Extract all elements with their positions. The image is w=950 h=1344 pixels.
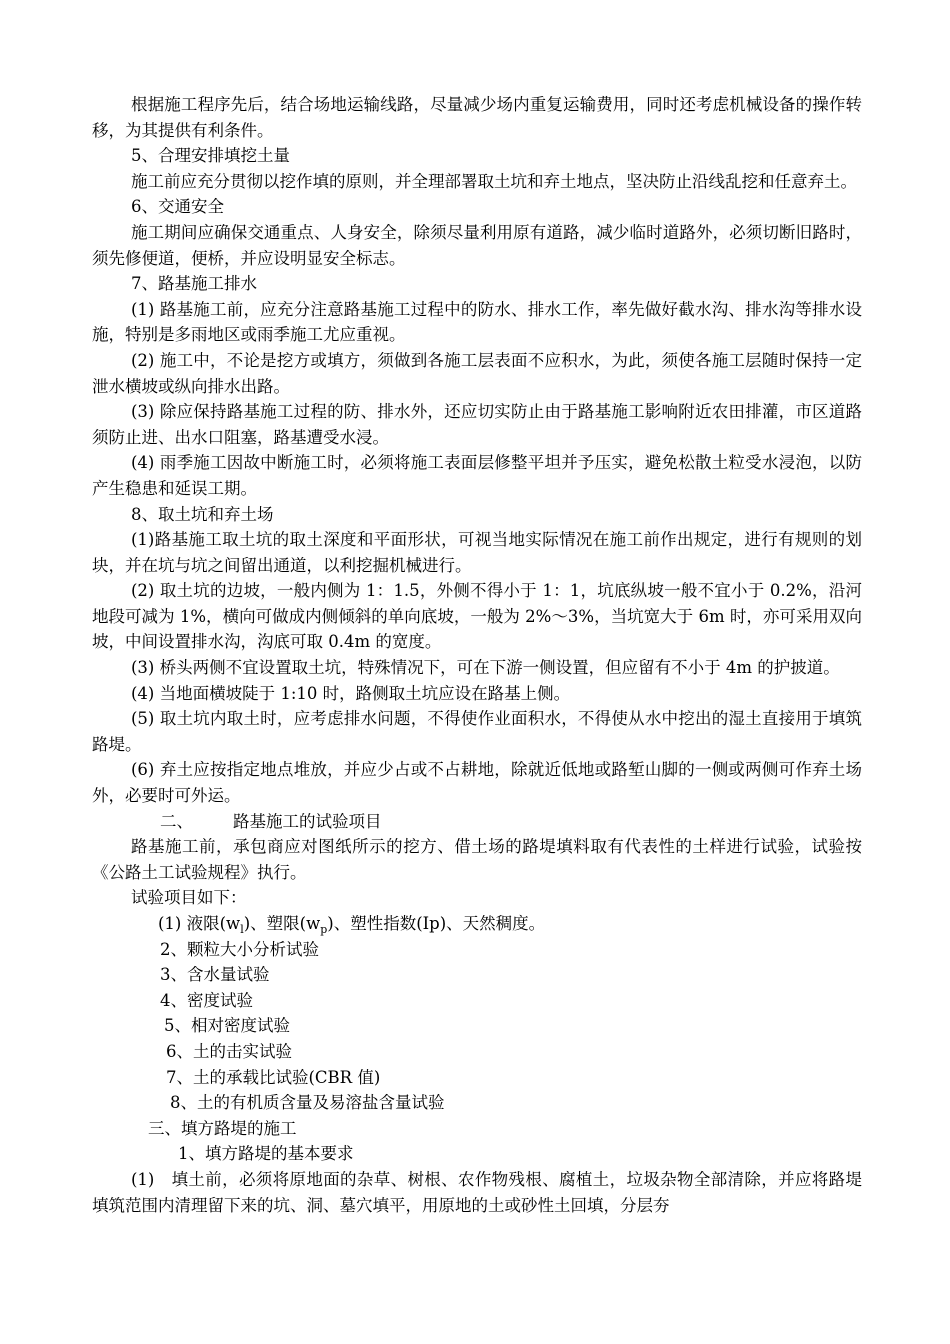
test-item: 5、相对密度试验 (164, 1016, 290, 1036)
test-item: 2、颗粒大小分析试验 (160, 939, 319, 959)
paragraph: (1) 路基施工前，应充分注意路基施工过程中的防水、排水工作，率先做好截水沟、排水沟等排水设施，特别是多雨地区或雨季施工尤应重视。 (92, 299, 862, 345)
section-number: 二、 (160, 811, 193, 831)
paragraph: (2) 施工中，不论是挖方或填方，须做到各施工层表面不应积水，为此，须使各施工层随时保持一定泄水横坡或纵向排水出路。 (92, 350, 862, 396)
paragraph: (5) 取土坑内取土时，应考虑排水问题，不得使作业面积水，不得使从水中挖出的湿土直接用于填筑路堤。 (92, 709, 862, 754)
document-page (92, 92, 862, 1218)
paragraph: (6) 弃土应按指定地点堆放，并应少占或不占耕地，除就近低地或路堑山脚的一侧或两侧可作弃土场外，必要时可外运。 (92, 760, 862, 806)
section-heading: 5、合理安排填挖土量 (131, 146, 290, 166)
paragraph: 试验项目如下： (131, 888, 247, 908)
paragraph: (1) 填土前，必须将原地面的杂草、树根、农作物残根、腐植土，垃圾杂物全部清除，并应将路堤填筑范围内清理留下来的坑、洞、墓穴填平，用原地的土或砂性土回填，分层夯 (92, 1169, 862, 1215)
paragraph: 根据施工程序先后，结合场地运输线路，尽量减少场内重复运输费用，同时还考虑机械设备的操作转移，为其提供有利条件。 (92, 95, 862, 140)
paragraph: (3) 除应保持路基施工过程的防、排水外，还应切实防止由于路基施工影响附近农田排灌，市区道路须防止进、出水口阻塞，路基遭受水浸。 (92, 402, 862, 447)
test-item: 3、含水量试验 (160, 965, 270, 985)
paragraph: 施工期间应确保交通重点、人身安全，除须尽量利用原有道路，减少临时道路外，必须切断旧路时，须先修便道，便桥，并应设明显安全标志。 (92, 222, 862, 268)
section-heading-2 (92, 809, 862, 835)
subsection-heading: 1、填方路堤的基本要求 (178, 1144, 354, 1164)
section-heading-3: 三、填方路堤的施工 (148, 1118, 297, 1138)
section-heading: 8、取土坑和弃土场 (131, 504, 274, 524)
paragraph: (1)路基施工取土坑的取土深度和平面形状，可视当地实际情况在施工前作出规定，进行有规则的划块，并在坑与坑之间留出通道，以利挖掘机械进行。 (92, 530, 862, 575)
paragraph: (3) 桥头两侧不宜设置取土坑，特殊情况下，可在下游一侧设置，但应留有不小于 4m 的护披道。 (131, 658, 840, 678)
section-heading: 6、交通安全 (131, 197, 224, 217)
test-item: 4、密度试验 (160, 990, 253, 1010)
paragraph: (2) 取土坑的边坡，一般内侧为 1：1.5，外侧不得小于 1：1，坑底纵坡一般不宜小于 0.2%，沿河地段可减为 1%，横向可做成内侧倾斜的单向底坡，一般为 2%～3%，当坑宽大于 6m 时，亦可采用双向坡，中间设置排水沟，沟底可取 0.4m 的宽度。 (92, 581, 862, 652)
paragraph: 路基施工前，承包商应对图纸所示的挖方、借土场的路堤填料取有代表性的土样进行试验，试验按《公路土工试验规程》执行。 (92, 837, 862, 882)
test-item: (1) 液限$(w_l)$、塑限$(w_p)$、塑性指数(Ip)、天然稠度。 (158, 914, 546, 936)
test-item: 7、土的承载比试验(CBR 值) (166, 1067, 381, 1087)
test-item: 6、土的击实试验 (166, 1041, 292, 1061)
paragraph: (4) 雨季施工因故中断施工时，必须将施工表面层修整平坦并予压实，避免松散土粒受水浸泡，以防产生稳患和延误工期。 (92, 453, 862, 498)
paragraph: 施工前应充分贯彻以挖作填的原则，并全理部署取土坑和弃土地点，坚决防止沿线乱挖和任意弃土。 (131, 171, 857, 191)
test-item: 8、土的有机质含量及易溶盐含量试验 (170, 1093, 445, 1113)
paragraph: (4) 当地面横坡陡于 1:10 时，路侧取土坑应设在路基上侧。 (131, 683, 571, 703)
section-heading: 7、路基施工排水 (131, 274, 257, 294)
section-title: 路基施工的试验项目 (233, 811, 382, 831)
